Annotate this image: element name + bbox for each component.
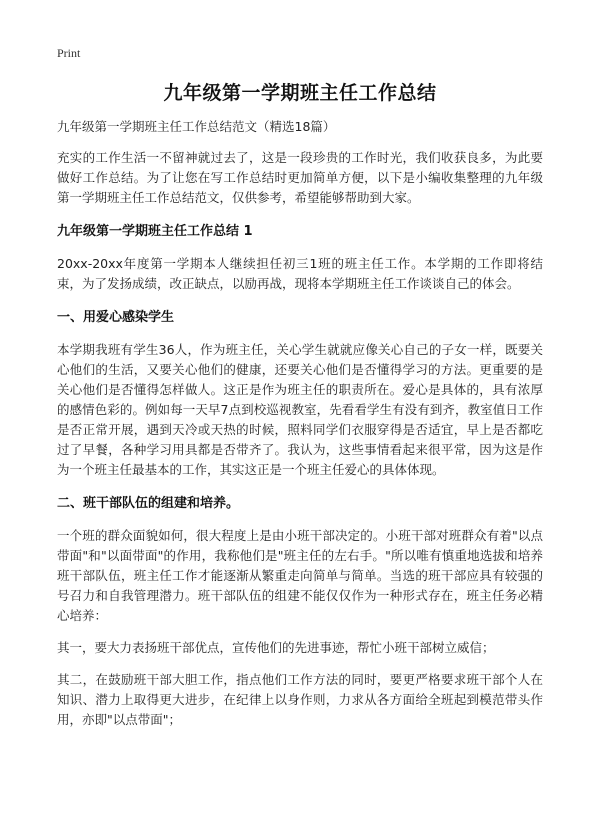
section-1-paragraph: 本学期我班有学生36人，作为班主任，关心学生就就应像关心自己的子女一样，既要关心他们的生活，又要关心他们的健康，还要关心他们是否懂得学习的方法。更重要的是关心他们是否懂得怎样做人。这正是作为班主任的职责所在。爱心是具体的，具有浓厚的感情色彩的。例如每一天早7点到校巡视教室，先看看学生有没有到齐，教室值日工作是否正常开展，遇到天冷或天热的时候，照料同学们衣服穿得是否适宜，早上是否都吃过了早餐，各种学习用具都是否带齐了。我认为，这些事情看起来很平常，因为这是作为一个班主任最基本的工作，其实这正是一个班主任爱心的具体体现。 <box>57 342 543 477</box>
point-1-paragraph: 其一，要大力表扬班干部优点，宣传他们的先进事迹，帮忙小班干部树立威信； <box>57 640 495 655</box>
article-heading: 九年级第一学期班主任工作总结 1 <box>57 224 253 239</box>
section-1-heading: 一、用爱心感染学生 <box>57 310 175 325</box>
intro-paragraph: 充实的工作生活一不留神就过去了，这是一段珍贵的工作时光，我们收获良多，为此要做好工作总结。为了让您在写工作总结时更加简单方便，以下是小编收集整理的九年级第一学期班主任工作总结范文，仅供参考，希望能够帮助到大家。 <box>57 150 543 205</box>
section-2-heading: 二、班干部队伍的组建和培养。 <box>57 496 240 511</box>
print-link[interactable]: Print <box>57 46 81 60</box>
document-title: 九年级第一学期班主任工作总结 <box>163 82 437 104</box>
document-subtitle: 九年级第一学期班主任工作总结范文（精选18篇） <box>57 119 336 134</box>
article-intro-paragraph: 20xx-20xx年度第一学期本人继续担任初三1班的班主任工作。本学期的工作即将结束，为了发扬成绩，改正缺点，以励再战，现将本学期班主任工作谈谈自己的体会。 <box>57 256 543 291</box>
point-2-paragraph: 其二，在鼓励班干部大胆工作，指点他们工作方法的同时，要更严格要求班干部个人在知识、潜力上取得更大进步，在纪律上以身作则，力求从各方面给全班起到模范带头作用，亦即"以点带面"； <box>57 672 543 727</box>
section-2-paragraph: 一个班的群众面貌如何，很大程度上是由小班干部决定的。小班干部对班群众有着"以点带面"和"以面带面"的作用，我称他们是"班主任的左右手。"所以唯有慎重地选拔和培养班干部队伍，班主任工作才能逐渐从繁重走向简单与简单。当选的班干部应具有较强的号召力和自我管理潜力。班干部队伍的组建不能仅仅作为一种形式存在，班主任务必精心培养： <box>57 528 543 623</box>
